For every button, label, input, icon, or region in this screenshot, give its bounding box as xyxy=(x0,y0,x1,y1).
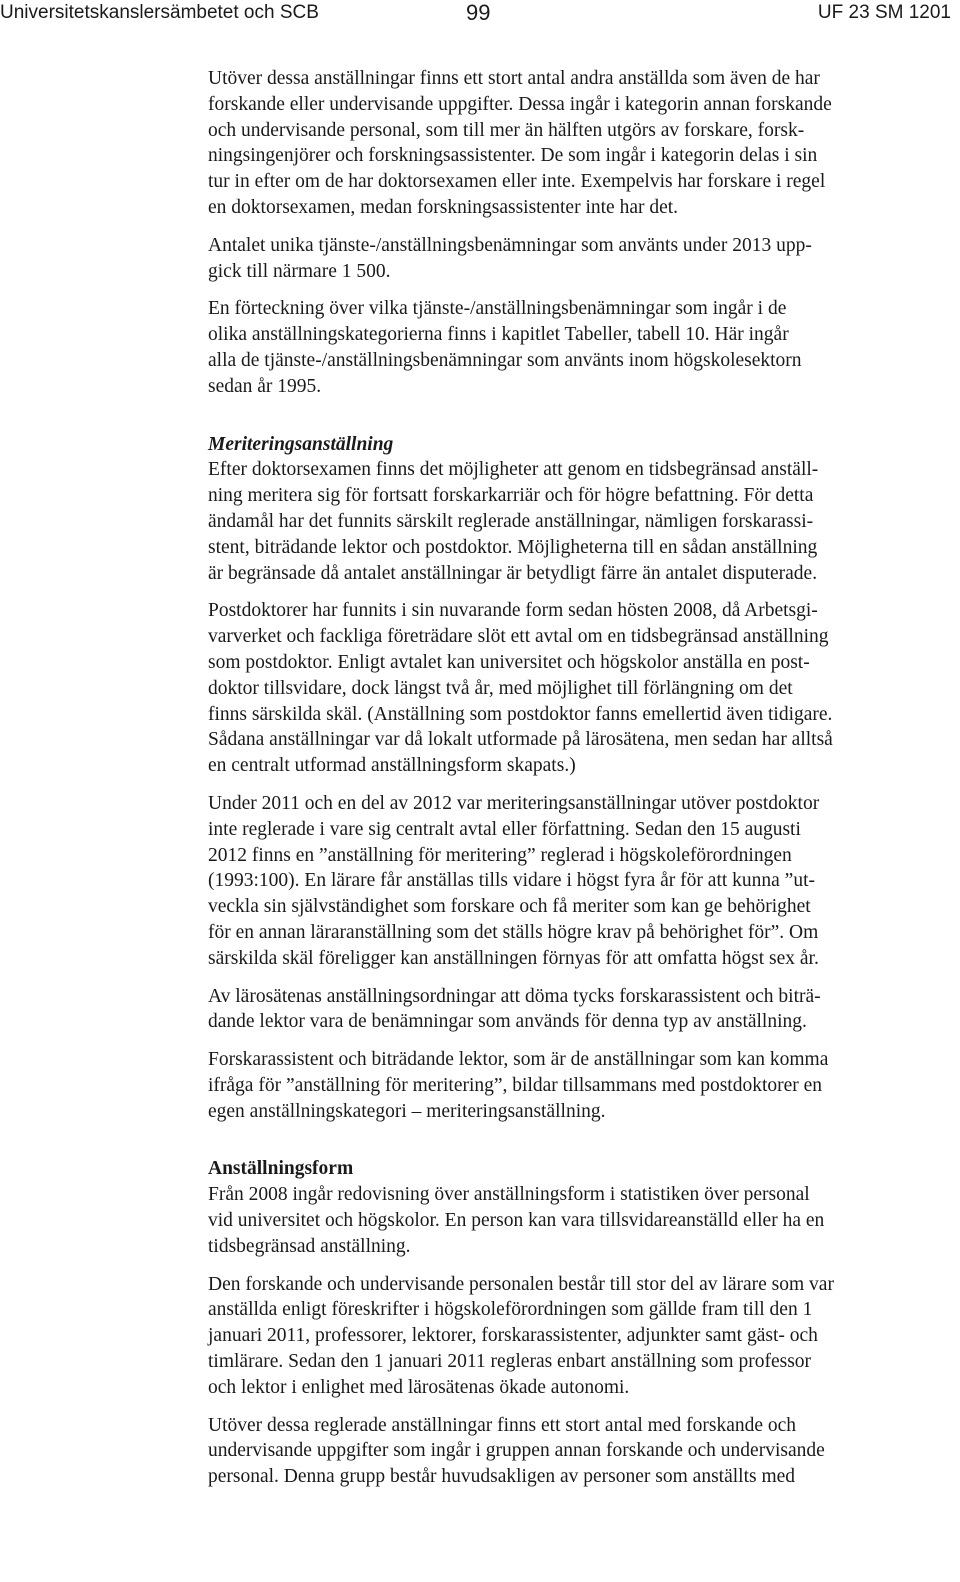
header-publisher: Universitetskanslersämbetet och SCB xyxy=(0,2,319,23)
text-line: januari 2011, professorer, lektorer, forskarassistenter, adjunkter samt gäst- och xyxy=(208,1325,818,1347)
text-line: ningsingenjörer och forskningsassistenter. De som ingår i kategorin delas i sin xyxy=(208,145,818,167)
text-line: Utöver dessa reglerade anställningar finns ett stort antal med forskande och xyxy=(208,1414,797,1436)
text-line: alla de tjänste-/anställningsbenämningar som använts inom högskolesektorn xyxy=(208,349,802,371)
text-line: timlärare. Sedan den 1 januari 2011 regleras enbart anställning som professor xyxy=(208,1351,812,1373)
text-line: och undervisande personal, som till mer än hälften utgörs av forskare, forsk- xyxy=(208,119,805,141)
text-line: inte reglerade i vare sig centralt avtal eller författning. Sedan den 15 augusti xyxy=(208,818,801,840)
text-line: Sådana anställningar var då lokalt utformade på lärosätena, men sedan har alltså xyxy=(208,729,833,751)
text-line: gick till närmare 1 500. xyxy=(208,260,391,282)
text-line: varverket och fackliga företrädare slöt ett avtal om en tidsbegränsad anställning xyxy=(208,626,829,648)
text-line: tidsbegränsad anställning. xyxy=(208,1235,411,1257)
paragraph-anstallningsordningar xyxy=(208,984,956,1036)
text-line: Från 2008 ingår redovisning över anställningsform i statistiken över personal xyxy=(208,1184,810,1206)
paragraph-forskarassistent xyxy=(208,1047,956,1124)
document-body xyxy=(208,66,956,1490)
text-line: stent, biträdande lektor och postdoktor. Möjligheterna till en sådan anställning xyxy=(208,536,818,558)
text-line: Forskarassistent och biträdande lektor, som är de anställningar som kan komma xyxy=(208,1049,829,1071)
text-line: personal. Denna grupp består huvudsakligen av personer som anställts med xyxy=(208,1466,796,1488)
text-line: tur in efter om de har doktorsexamen eller inte. Exempelvis har forskare i regel xyxy=(208,171,826,193)
text-line: vid universitet och högskolor. En person kan vara tillsvidareanställd eller ha en xyxy=(208,1210,825,1232)
text-line: finns särskilda skäl. (Anställning som postdoktor fanns emellertid även tidigare. xyxy=(208,703,833,725)
text-line: Antalet unika tjänste-/anställningsbenämningar som använts under 2013 upp- xyxy=(208,234,812,256)
text-line: Den forskande och undervisande personalen består till stor del av lärare som var xyxy=(208,1273,834,1295)
header-report-id: UF 23 SM 1201 xyxy=(817,2,951,23)
paragraph-postdoktorer xyxy=(208,598,956,779)
section-heading: Anställningsform xyxy=(208,1158,354,1180)
text-line: egen anställningskategori – meriteringsanställning. xyxy=(208,1100,606,1122)
section-anstallningsform xyxy=(208,1156,956,1259)
paragraph-unique-titles xyxy=(208,233,956,285)
section-heading: Meriteringsanställning xyxy=(208,433,394,455)
page-number: 99 xyxy=(466,0,491,25)
paragraph-forskande-personal xyxy=(208,1272,956,1401)
text-line: anställda enligt föreskrifter i högskoleförordningen som gällde fram till den 1 xyxy=(208,1299,813,1321)
section-meriteringsanstallning xyxy=(208,432,956,587)
paragraph-postdoc-intro xyxy=(208,457,956,586)
paragraph-other-staff xyxy=(208,66,956,221)
text-line: är begränsade då antalet anställningar är betydligt färre än antalet disputerade. xyxy=(208,562,818,584)
text-line: som postdoktor. Enligt avtalet kan universitet och högskolor anställa en post- xyxy=(208,651,810,673)
text-line: Under 2011 och en del av 2012 var meriteringsanställningar utöver postdoktor xyxy=(208,792,820,814)
text-line: veckla sin självständighet som forskare och få meriter som kan ge behörighet xyxy=(208,896,811,918)
text-line: En förteckning över vilka tjänste-/anställningsbenämningar som ingår i de xyxy=(208,298,787,320)
text-line: Utöver dessa anställningar finns ett stort antal andra anställda som även de har xyxy=(208,68,820,89)
text-line: ändamål har det funnits särskilt reglerade anställningar, nämligen forskarassi- xyxy=(208,510,814,532)
text-line: 2012 finns en ”anställning för meritering” reglerad i högskoleförordningen xyxy=(208,844,792,866)
text-line: Efter doktorsexamen finns det möjligheter att genom en tidsbegränsad anställ- xyxy=(208,459,819,481)
paragraph-title-list xyxy=(208,296,956,399)
text-line: en doktorsexamen, medan forskningsassistenter inte har det. xyxy=(208,196,679,218)
text-line: särskilda skäl föreligger kan anställningen förnyas för att omfatta högst sex år. xyxy=(208,947,819,969)
text-line: ifråga för ”anställning för meritering”, bildar tillsammans med postdoktorer en xyxy=(208,1074,823,1096)
text-line: undervisande uppgifter som ingår i gruppen annan forskande och undervisande xyxy=(208,1440,825,1462)
text-line: olika anställningskategorierna finns i kapitlet Tabeller, tabell 10. Här ingår xyxy=(208,324,789,346)
text-line: Av lärosätenas anställningsordningar att döma tycks forskarassistent och biträ- xyxy=(208,985,821,1007)
paragraph-reglerade xyxy=(208,1413,956,1490)
text-line: och lektor i enlighet med lärosätenas ökade autonomi. xyxy=(208,1376,630,1398)
text-line: doktor tillsvidare, dock längst två år, med möjlighet till förlängning om det xyxy=(208,677,793,699)
paragraph-redovisning xyxy=(208,1182,956,1259)
text-line: dande lektor vara de benämningar som används för denna typ av anställning. xyxy=(208,1011,807,1033)
paragraph-2011-2012 xyxy=(208,791,956,972)
text-line: för en annan läraranställning som det ställs högre krav på behörighet för”. Om xyxy=(208,921,819,943)
text-line: ning meritera sig för fortsatt forskarkarriär och för högre befattning. För detta xyxy=(208,485,814,507)
text-line: en centralt utformad anställningsform skapats.) xyxy=(208,755,576,777)
page-header xyxy=(0,0,960,32)
text-line: Postdoktorer har funnits i sin nuvarande form sedan hösten 2008, då Arbetsgi- xyxy=(208,600,818,622)
text-line: (1993:100). En lärare får anställas tills vidare i högst fyra år för att kunna ”ut- xyxy=(208,870,815,892)
text-line: forskande eller undervisande uppgifter. Dessa ingår i kategorin annan forskande xyxy=(208,93,832,115)
text-line: sedan år 1995. xyxy=(208,375,322,397)
